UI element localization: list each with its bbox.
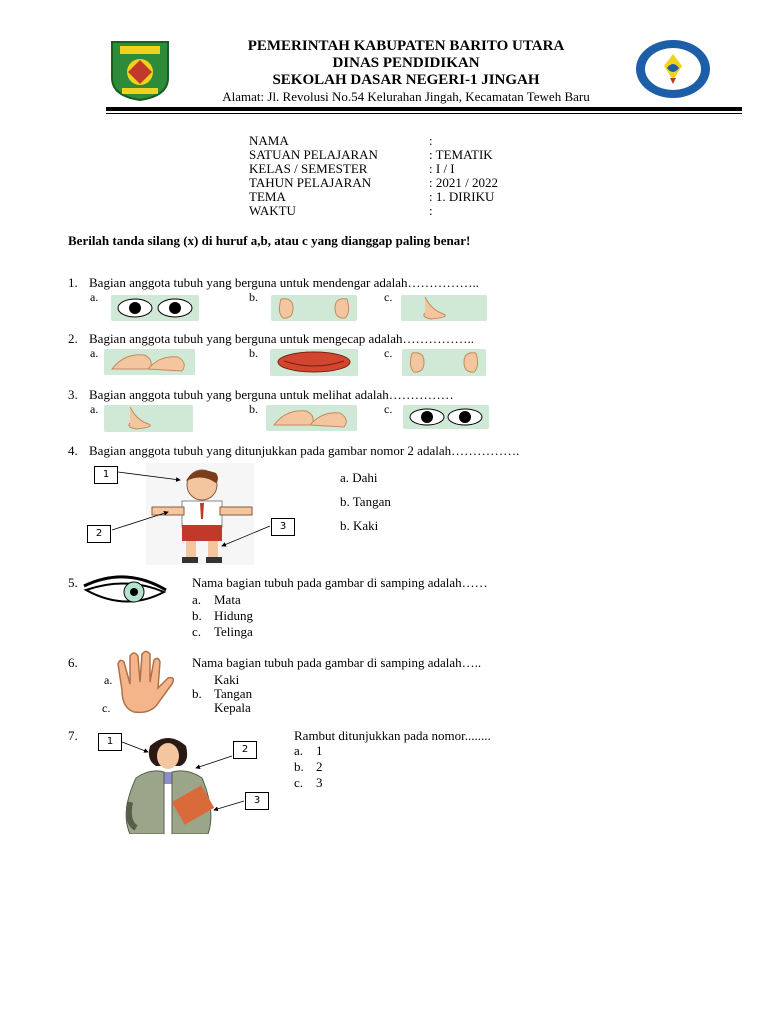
question-number: 5. [68,575,78,590]
option-b-label[interactable]: b. [249,402,258,416]
question-number: 3. [68,387,78,402]
q5-options [192,592,253,640]
label-box-2: 2 [233,741,257,759]
option-b[interactable]: b. 2 [294,759,323,774]
option-c-marker[interactable]: c. [102,701,111,715]
option-a-label[interactable]: a. [90,346,99,360]
identity-label: TAHUN PELAJARAN [249,175,372,190]
header-address: Alamat: Jl. Revolusi No.54 Kelurahan Jingah, Kecamatan Teweh Baru [222,89,590,104]
option-c-text[interactable]: Kepala [214,700,251,715]
identity-value: : I / I [429,161,455,176]
option-a-text[interactable]: Kaki [214,672,240,687]
question-text: Bagian anggota tubuh yang berguna untuk melihat adalah…………… [89,387,454,402]
q7-options [294,743,323,791]
question-text: Rambut ditunjukkan pada nomor........ [294,728,491,743]
header-government: PEMERINTAH KABUPATEN BARITO UTARA [247,38,565,54]
option-b-label[interactable]: b. [249,290,258,304]
option-c-label[interactable]: c. [384,346,393,360]
option-b[interactable]: b. Hidung [192,608,253,623]
option-c[interactable]: c. Telinga [192,624,253,639]
option-b[interactable]: b. Tangan [340,494,391,509]
question-text: Bagian anggota tubuh yang berguna untuk mengecap adalah…………….. [89,331,474,346]
option-a[interactable]: a. 1 [294,743,323,758]
label-box-3: 3 [271,518,295,536]
header-department: DINAS PENDIDIKAN [332,55,480,71]
instruction: Berilah tanda silang (x) di huruf a,b, atau c yang dianggap paling benar! [68,233,471,248]
option-c-label[interactable]: c. [384,290,393,304]
identity-label: NAMA [249,133,289,148]
option-c-label[interactable]: c. [384,402,393,416]
question-text: Nama bagian tubuh pada gambar di samping adalah…… [192,575,488,590]
question-number: 7. [68,728,78,743]
identity-value: : [429,133,433,148]
option-c[interactable]: c. 3 [294,775,323,790]
identity-value: : TEMATIK [429,147,493,162]
option-a-label[interactable]: a. [90,290,99,304]
option-a[interactable]: a. Dahi [340,470,378,485]
question-number: 2. [68,331,78,346]
label-box-1: 1 [98,733,122,751]
identity-value: : 1. DIRIKU [429,189,495,204]
identity-value: : 2021 / 2022 [429,175,498,190]
identity-value: : [429,203,433,218]
identity-label: WAKTU [249,203,296,218]
question-number: 6. [68,655,78,670]
option-a-marker[interactable]: a. [104,673,113,687]
identity-label: TEMA [249,189,286,204]
question-text: Bagian anggota tubuh yang berguna untuk mendengar adalah…………….. [89,275,480,290]
hand-icon [108,650,180,716]
option-b[interactable]: b. Tangan [192,686,253,701]
identity-label: SATUAN PELAJARAN [249,147,378,162]
question-number: 1. [68,275,78,290]
label-box-3: 3 [245,792,269,810]
label-box-2: 2 [87,525,111,543]
option-a[interactable]: a. Mata [192,592,241,607]
label-box-1: 1 [94,466,118,484]
option-c[interactable]: b. Kaki [340,518,379,533]
option-a-label[interactable]: a. [90,402,99,416]
question-text: Bagian anggota tubuh yang ditunjukkan pada gambar nomor 2 adalah……………. [89,443,520,458]
question-number: 4. [68,443,78,458]
woman-figure [116,732,226,834]
eye-icon [80,572,170,612]
question-text: Nama bagian tubuh pada gambar di samping adalah….. [192,655,482,670]
header-school: SEKOLAH DASAR NEGERI-1 JINGAH [272,72,540,88]
identity-label: KELAS / SEMESTER [249,161,368,176]
option-b-label[interactable]: b. [249,346,258,360]
q4-options [340,470,391,534]
